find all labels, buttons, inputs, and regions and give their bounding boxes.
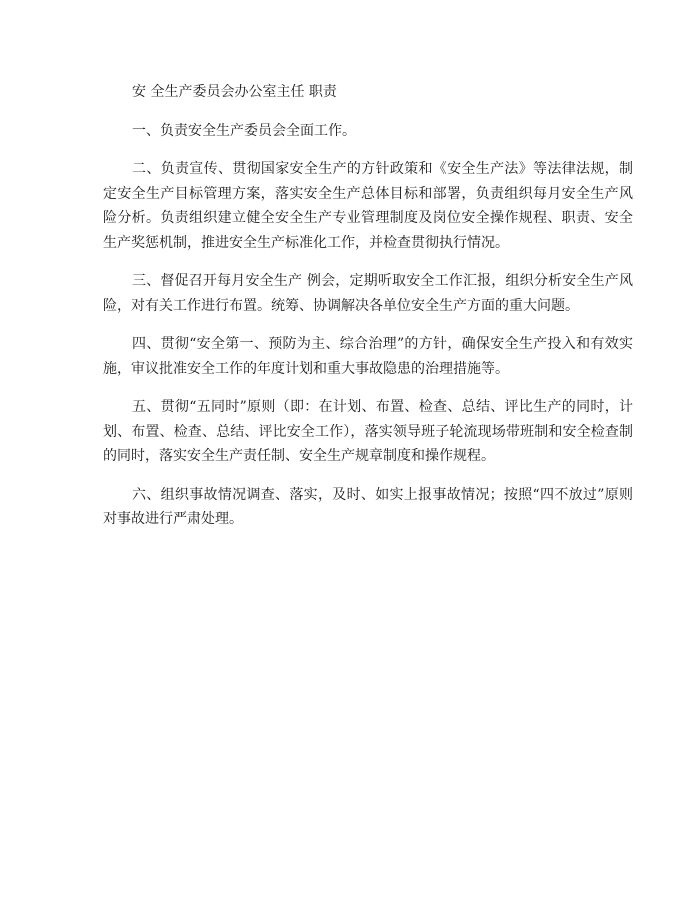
paragraph-4: 四、贯彻“安全第一、预防为主、综合治理”的方针，确保安全生产投入和有效实施，审议批准安全工作的年度计划和重大事故隐患的治理措施等。 bbox=[103, 336, 633, 377]
paragraph-6: 六、组织事故情况调查、落实，及时、如实上报事故情况；按照“四不放过”原则对事故进行严肃处理。 bbox=[103, 486, 633, 527]
paragraph-5: 五、贯彻“五同时”原则（即：在计划、布置、检查、总结、评比生产的同时，计划、布置、检查、总结、评比安全工作），落实领导班子轮流现场带班制和安全检查制的同时，落实安全生产责任制、安全生产规章制度和操作规程。 bbox=[103, 399, 633, 464]
paragraph-3: 三、督促召开每月安全生产 例会，定期听取安全工作汇报，组织分析安全生产风险，对有关工作进行布置。统筹、协调解决各单位安全生产方面的重大问题。 bbox=[103, 273, 633, 314]
document-title: 安 全生产委员会办公室主任 职责 bbox=[132, 84, 337, 100]
paragraph-2: 二、负责宣传、贯彻国家安全生产的方针政策和《安全生产法》等法律法规，制定安全生产目标管理方案，落实安全生产总体目标和部署，负责组织每月安全生产风险分析。负责组织建立健全安全生产专业管理制度及岗位安全操作规程、职责、安全生产奖惩机制，推进安全生产标准化工作，并检查贯彻执行情况。 bbox=[103, 161, 633, 251]
document-body bbox=[103, 80, 633, 546]
paragraph-1: 一、负责安全生产委员会全面工作。 bbox=[132, 122, 356, 139]
